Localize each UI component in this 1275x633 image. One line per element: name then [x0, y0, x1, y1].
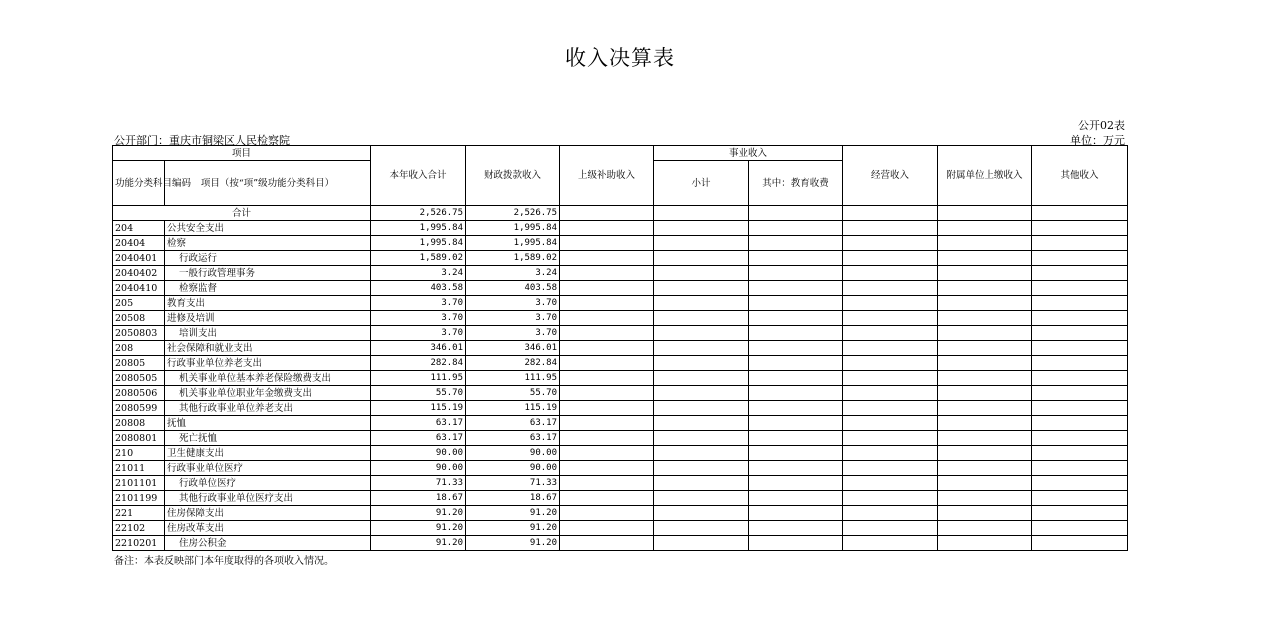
row-fiscal: 55.70: [466, 386, 560, 401]
empty-cell: [938, 281, 1032, 296]
empty-cell: [843, 506, 938, 521]
row-fiscal: 111.95: [466, 371, 560, 386]
row-code: 22102: [113, 521, 165, 536]
empty-cell: [749, 491, 843, 506]
header-total-income: 本年收入合计: [371, 146, 466, 206]
row-total-income: 91.20: [371, 536, 466, 551]
table-row: [113, 281, 1128, 296]
table-row: [113, 341, 1128, 356]
row-total-income: 55.70: [371, 386, 466, 401]
empty-cell: [1032, 251, 1128, 266]
table-row: [113, 431, 1128, 446]
row-total-income: 1,589.02: [371, 251, 466, 266]
row-total-income: 346.01: [371, 341, 466, 356]
empty-cell: [654, 446, 749, 461]
row-fiscal: 346.01: [466, 341, 560, 356]
empty-cell: [749, 416, 843, 431]
row-code: 2080801: [113, 431, 165, 446]
empty-cell: [749, 221, 843, 236]
empty-cell: [938, 311, 1032, 326]
empty-cell: [654, 356, 749, 371]
row-fiscal: 63.17: [466, 416, 560, 431]
empty-cell: [749, 401, 843, 416]
empty-cell: [938, 536, 1032, 551]
row-fiscal: 91.20: [466, 506, 560, 521]
empty-cell: [1032, 341, 1128, 356]
row-code: 21011: [113, 461, 165, 476]
empty-cell: [938, 386, 1032, 401]
row-fiscal: 3.70: [466, 326, 560, 341]
empty-cell: [560, 251, 654, 266]
empty-cell: [938, 491, 1032, 506]
row-code: 221: [113, 506, 165, 521]
empty-cell: [654, 536, 749, 551]
row-name: 住房保障支出: [165, 506, 371, 521]
row-total-income: 90.00: [371, 446, 466, 461]
empty-cell: [843, 536, 938, 551]
row-total-income: 18.67: [371, 491, 466, 506]
empty-cell: [749, 341, 843, 356]
empty-cell: [749, 476, 843, 491]
empty-cell: [1032, 296, 1128, 311]
empty-cell: [654, 416, 749, 431]
empty-cell: [560, 416, 654, 431]
table-row: [113, 326, 1128, 341]
row-code: 208: [113, 341, 165, 356]
row-name: 公共安全支出: [165, 221, 371, 236]
table-row: [113, 476, 1128, 491]
empty-cell: [654, 401, 749, 416]
row-code: 2040402: [113, 266, 165, 281]
row-total-income: 1,995.84: [371, 221, 466, 236]
empty-cell: [654, 221, 749, 236]
row-name: 社会保障和就业支出: [165, 341, 371, 356]
table-row: [113, 356, 1128, 371]
empty-cell: [938, 446, 1032, 461]
row-name: 教育支出: [165, 296, 371, 311]
empty-cell: [749, 521, 843, 536]
department-label: 公开部门：重庆市铜梁区人民检察院: [114, 134, 290, 147]
empty-cell: [749, 326, 843, 341]
empty-cell: [749, 311, 843, 326]
empty-cell: [843, 251, 938, 266]
empty-cell: [654, 521, 749, 536]
header-fiscal: 财政拨款收入: [466, 146, 560, 206]
empty-cell: [1032, 491, 1128, 506]
empty-cell: [843, 236, 938, 251]
row-fiscal: 3.70: [466, 296, 560, 311]
empty-cell: [654, 431, 749, 446]
row-code: 20404: [113, 236, 165, 251]
row-name: 进修及培训: [165, 311, 371, 326]
empty-cell: [1032, 326, 1128, 341]
row-name: 行政运行: [165, 251, 371, 266]
empty-cell: [1032, 431, 1128, 446]
empty-cell: [654, 281, 749, 296]
empty-cell: [560, 506, 654, 521]
row-code: 2040401: [113, 251, 165, 266]
header-operating: 经营收入: [843, 146, 938, 206]
form-number: 公开02表: [1078, 119, 1125, 132]
empty-cell: [1032, 236, 1128, 251]
empty-cell: [1032, 281, 1128, 296]
row-name: 检察监督: [165, 281, 371, 296]
empty-cell: [560, 476, 654, 491]
empty-cell: [843, 476, 938, 491]
empty-cell: [1032, 416, 1128, 431]
empty-cell: [560, 341, 654, 356]
header-superior: 上级补助收入: [560, 146, 654, 206]
row-total-income: 1,995.84: [371, 236, 466, 251]
empty-cell: [843, 356, 938, 371]
row-fiscal: 18.67: [466, 491, 560, 506]
total-label: 合计: [113, 206, 371, 221]
row-fiscal: 90.00: [466, 446, 560, 461]
row-name: 其他行政事业单位养老支出: [165, 401, 371, 416]
empty-cell: [843, 401, 938, 416]
row-fiscal: 3.24: [466, 266, 560, 281]
row-fiscal: 3.70: [466, 311, 560, 326]
row-total-income: 3.70: [371, 311, 466, 326]
row-total-income: 3.70: [371, 326, 466, 341]
row-total-income: 63.17: [371, 416, 466, 431]
empty-cell: [654, 386, 749, 401]
empty-cell: [938, 461, 1032, 476]
row-fiscal: 403.58: [466, 281, 560, 296]
row-name: 行政事业单位医疗: [165, 461, 371, 476]
row-name: 死亡抚恤: [165, 431, 371, 446]
empty-cell: [843, 431, 938, 446]
row-total-income: 63.17: [371, 431, 466, 446]
row-total-income: 3.70: [371, 296, 466, 311]
empty-cell: [1032, 266, 1128, 281]
row-code: 20508: [113, 311, 165, 326]
row-name: 抚恤: [165, 416, 371, 431]
table-row: [113, 416, 1128, 431]
row-fiscal: 1,995.84: [466, 236, 560, 251]
row-code: 2040410: [113, 281, 165, 296]
empty-cell: [843, 371, 938, 386]
row-total-income: 91.20: [371, 506, 466, 521]
empty-cell: [749, 506, 843, 521]
row-code: 2050803: [113, 326, 165, 341]
row-fiscal: 71.33: [466, 476, 560, 491]
row-fiscal: 90.00: [466, 461, 560, 476]
empty-cell: [1032, 446, 1128, 461]
empty-cell: [843, 461, 938, 476]
row-name: 行政事业单位养老支出: [165, 356, 371, 371]
row-name: 行政单位医疗: [165, 476, 371, 491]
empty-cell: [654, 296, 749, 311]
empty-cell: [654, 461, 749, 476]
total-fiscal-value: 2,526.75: [466, 206, 560, 221]
empty-cell: [938, 326, 1032, 341]
empty-cell: [560, 311, 654, 326]
empty-cell: [654, 236, 749, 251]
empty-cell: [560, 386, 654, 401]
empty-cell: [749, 266, 843, 281]
empty-cell: [654, 266, 749, 281]
empty-cell: [1032, 221, 1128, 236]
table-row: [113, 386, 1128, 401]
empty-cell: [654, 476, 749, 491]
table-row: [113, 251, 1128, 266]
header-func-code: 功能分类科目编码: [113, 161, 165, 206]
header-education-fee: 其中：教育收费: [749, 161, 843, 206]
empty-cell: [843, 221, 938, 236]
table-row: [113, 236, 1128, 251]
empty-cell: [1032, 476, 1128, 491]
row-total-income: 115.19: [371, 401, 466, 416]
row-name: 一般行政管理事务: [165, 266, 371, 281]
row-code: 2080506: [113, 386, 165, 401]
header-affiliated: 附属单位上缴收入: [938, 146, 1032, 206]
empty-cell: [843, 416, 938, 431]
empty-cell: [749, 431, 843, 446]
row-code: 2080505: [113, 371, 165, 386]
table-row: [113, 371, 1128, 386]
empty-cell: [749, 461, 843, 476]
table-row: [113, 491, 1128, 506]
empty-cell: [654, 311, 749, 326]
empty-cell: [654, 491, 749, 506]
row-fiscal: 115.19: [466, 401, 560, 416]
empty-cell: [938, 431, 1032, 446]
empty-cell: [843, 446, 938, 461]
empty-cell: [1032, 356, 1128, 371]
empty-cell: [1032, 386, 1128, 401]
page-title: 收入决算表: [565, 46, 675, 70]
empty-cell: [843, 266, 938, 281]
empty-cell: [749, 371, 843, 386]
total-income-value: 2,526.75: [371, 206, 466, 221]
empty-cell: [843, 341, 938, 356]
empty-cell: [749, 536, 843, 551]
empty-cell: [560, 536, 654, 551]
empty-cell: [749, 296, 843, 311]
empty-cell: [938, 356, 1032, 371]
row-code: 205: [113, 296, 165, 311]
row-name: 检察: [165, 236, 371, 251]
empty-cell: [843, 296, 938, 311]
empty-cell: [560, 521, 654, 536]
empty-cell: [560, 326, 654, 341]
empty-cell: [560, 281, 654, 296]
row-fiscal: 63.17: [466, 431, 560, 446]
empty-cell: [938, 506, 1032, 521]
row-code: 2080599: [113, 401, 165, 416]
empty-cell: [560, 266, 654, 281]
empty-cell: [560, 296, 654, 311]
row-fiscal: 91.20: [466, 521, 560, 536]
row-total-income: 71.33: [371, 476, 466, 491]
row-code: 20805: [113, 356, 165, 371]
row-total-income: 282.84: [371, 356, 466, 371]
row-total-income: 91.20: [371, 521, 466, 536]
empty-cell: [938, 341, 1032, 356]
row-code: 2101101: [113, 476, 165, 491]
empty-cell: [938, 416, 1032, 431]
table-row: [113, 536, 1128, 551]
row-fiscal: 282.84: [466, 356, 560, 371]
row-code: 20808: [113, 416, 165, 431]
empty-cell: [1032, 371, 1128, 386]
empty-cell: [843, 386, 938, 401]
header-subtotal: 小计: [654, 161, 749, 206]
empty-cell: [560, 401, 654, 416]
empty-cell: [1032, 311, 1128, 326]
empty-cell: [749, 251, 843, 266]
row-name: 其他行政事业单位医疗支出: [165, 491, 371, 506]
row-code: 204: [113, 221, 165, 236]
empty-cell: [560, 446, 654, 461]
row-fiscal: 91.20: [466, 536, 560, 551]
row-name: 住房公积金: [165, 536, 371, 551]
table-row: [113, 311, 1128, 326]
empty-cell: [749, 281, 843, 296]
table-row: [113, 446, 1128, 461]
empty-cell: [843, 281, 938, 296]
row-total-income: 3.24: [371, 266, 466, 281]
header-item: 项目: [113, 146, 371, 161]
row-code: 2101199: [113, 491, 165, 506]
empty-cell: [560, 356, 654, 371]
empty-cell: [843, 311, 938, 326]
table-row: [113, 461, 1128, 476]
empty-cell: [938, 296, 1032, 311]
empty-cell: [1032, 536, 1128, 551]
table-row: [113, 506, 1128, 521]
empty-cell: [560, 371, 654, 386]
empty-cell: [1032, 506, 1128, 521]
empty-cell: [938, 521, 1032, 536]
unit-label: 单位：万元: [1070, 134, 1125, 147]
row-fiscal: 1,995.84: [466, 221, 560, 236]
empty-cell: [938, 221, 1032, 236]
empty-cell: [1032, 521, 1128, 536]
row-fiscal: 1,589.02: [466, 251, 560, 266]
row-name: 住房改革支出: [165, 521, 371, 536]
empty-cell: [749, 446, 843, 461]
empty-cell: [654, 341, 749, 356]
empty-cell: [654, 251, 749, 266]
empty-cell: [938, 401, 1032, 416]
empty-cell: [654, 506, 749, 521]
row-code: 210: [113, 446, 165, 461]
income-table: [112, 145, 1128, 551]
empty-cell: [843, 491, 938, 506]
row-total-income: 403.58: [371, 281, 466, 296]
empty-cell: [938, 266, 1032, 281]
table-row: [113, 401, 1128, 416]
empty-cell: [560, 461, 654, 476]
empty-cell: [654, 371, 749, 386]
empty-cell: [1032, 401, 1128, 416]
row-total-income: 111.95: [371, 371, 466, 386]
header-item-name: 项目（按“项”级功能分类科目）: [165, 161, 371, 206]
row-total-income: 90.00: [371, 461, 466, 476]
empty-cell: [938, 371, 1032, 386]
empty-cell: [560, 431, 654, 446]
empty-cell: [938, 236, 1032, 251]
row-name: 机关事业单位职业年金缴费支出: [165, 386, 371, 401]
row-name: 培训支出: [165, 326, 371, 341]
empty-cell: [654, 326, 749, 341]
table-row: [113, 221, 1128, 236]
row-code: 2210201: [113, 536, 165, 551]
empty-cell: [843, 326, 938, 341]
empty-cell: [843, 521, 938, 536]
row-name: 卫生健康支出: [165, 446, 371, 461]
table-row: [113, 266, 1128, 281]
row-name: 机关事业单位基本养老保险缴费支出: [165, 371, 371, 386]
empty-cell: [749, 386, 843, 401]
empty-cell: [1032, 461, 1128, 476]
footnote: 备注：本表反映部门本年度取得的各项收入情况。: [114, 556, 334, 567]
empty-cell: [560, 236, 654, 251]
empty-cell: [560, 491, 654, 506]
header-other: 其他收入: [1032, 146, 1128, 206]
table-row: [113, 521, 1128, 536]
empty-cell: [938, 476, 1032, 491]
empty-cell: [938, 251, 1032, 266]
empty-cell: [560, 221, 654, 236]
empty-cell: [749, 356, 843, 371]
empty-cell: [749, 236, 843, 251]
table-row: [113, 296, 1128, 311]
total-row: [113, 206, 1128, 221]
header-business: 事业收入: [654, 146, 843, 161]
